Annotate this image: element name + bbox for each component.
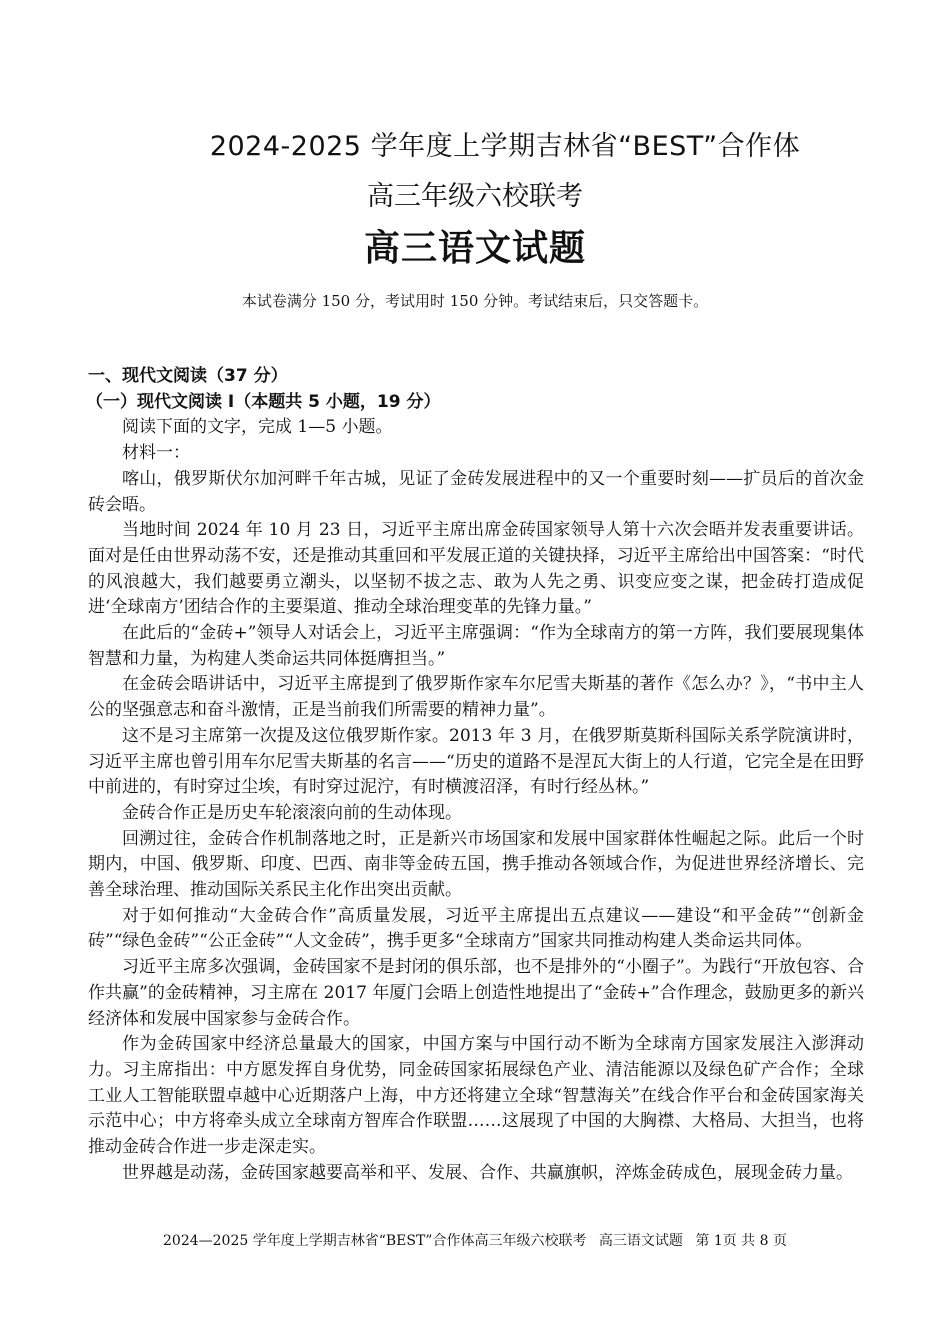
paragraph: 回溯过往，金砖合作机制落地之时，正是新兴市场国家和发展中国家群体性崛起之际。此后一个时期内，中国、俄罗斯、印度、巴西、南非等金砖五国，携手推动各领域合作，为促进世界经济增长、完善全球治理、推动国际关系民主化作出突出贡献。: [88, 828, 864, 901]
paragraph: 对于如何推动“大金砖合作”高质量发展，习近平主席提出五点建议——建设“和平金砖”“创新金砖”“绿色金砖”“公正金砖”“人文金砖”，携手更多“全球南方”国家共同推动构建人类命运共同体。: [88, 905, 864, 952]
page-footer: [0, 1230, 950, 1250]
paragraph: 金砖合作正是历史车轮滚滚向前的生动体现。: [122, 802, 462, 823]
paragraph: 在此后的“金砖+”领导人对话会上，习近平主席强调：“作为全球南方的第一方阵，我们要展现集体智慧和力量，为构建人类命运共同体挺膺担当。”: [88, 623, 864, 669]
paragraph: 世界越是动荡，金砖国家越要高举和平、发展、合作、共赢旗帜，淬炼金砖成色，展现金砖力量。: [122, 1162, 853, 1183]
section-heading: 一、现代文阅读（37 分）: [88, 366, 288, 386]
material-label: 材料一：: [122, 443, 190, 464]
paragraph: 喀山，俄罗斯伏尔加河畔千年古城，见证了金砖发展进程中的又一个重要时刻——扩员后的首次金砖会晤。: [88, 468, 864, 515]
reading-section: [88, 364, 864, 1187]
footer-subject: 高三语文试题: [598, 1233, 683, 1249]
instruction: 阅读下面的文字，完成 1—5 小题。: [122, 417, 393, 438]
exam-note: 本试卷满分 150 分，考试用时 150 分钟。考试结束后，只交答题卡。: [241, 292, 709, 310]
paragraph: 作为金砖国家中经济总量最大的国家，中国方案与中国行动不断为全球南方国家发展注入澎湃动力。习主席指出：中方愿发挥自身优势，同金砖国家拓展绿色产业、清洁能源以及绿色矿产合作；全球工业人工智能联盟卓越中心近期落户上海，中方还将建立全球“智慧海关”在线合作平台和金砖国家海关示范中心；中方将牵头成立全球南方智库合作联盟……这展现了中国的大胸襟、大格局、大担当，也将推动金砖合作进一步走深走实。: [88, 1034, 864, 1158]
paragraph: 这不是习主席第一次提及这位俄罗斯作家。2013 年 3 月，在俄罗斯莫斯科国际关系学院演讲时，习近平主席也曾引用车尔尼雪夫斯基的名言——“历史的道路不是涅瓦大街上的人行道，它完全是在田野中前进的，有时穿过尘埃，有时穿过泥泞，有时横渡沼泽，有时行经丛林。”: [88, 725, 864, 798]
paragraph: 当地时间 2024 年 10 月 23 日，习近平主席出席金砖国家领导人第十六次会晤并发表重要讲话。面对是任由世界动荡不安，还是推动其重回和平发展正道的关键抉择，习近平主席给出中国答案：“时代的风浪越大，我们越要勇立潮头，以坚韧不拔之志、敢为人先之勇、识变应变之谋，把金砖打造成促进‘全球南方’团结合作的主要渠道、推动全球治理变革的先锋力量。”: [88, 520, 864, 618]
footer-exam-name: 2024—2025 学年度上学期吉林省“BEST”合作体高三年级六校联考: [163, 1233, 587, 1249]
paragraph: 在金砖会晤讲话中，习近平主席提到了俄罗斯作家车尔尼雪夫斯基的著作《怎么办？》，“书中主人公的坚强意志和奋斗激情，正是当前我们所需要的精神力量”。: [88, 674, 864, 721]
paragraph: 习近平主席多次强调，金砖国家不是封闭的俱乐部，也不是排外的“小圈子”。为践行“开放包容、合作共赢”的金砖精神，习主席在 2017 年厦门会晤上创造性地提出了“金砖+”合作理念，鼓励更多的新兴经济体和发展中国家参与金砖合作。: [88, 957, 864, 1029]
footer-page-number: 第 1页 共 8 页: [695, 1233, 787, 1249]
exam-main-title: 高三语文试题: [363, 228, 586, 269]
subsection-heading: （一）现代文阅读 I（本题共 5 小题，19 分）: [86, 391, 441, 412]
exam-title-line2: 高三年级六校联考: [367, 181, 583, 212]
exam-title-line1: 2024-2025 学年度上学期吉林省“BEST”合作体: [209, 131, 801, 162]
